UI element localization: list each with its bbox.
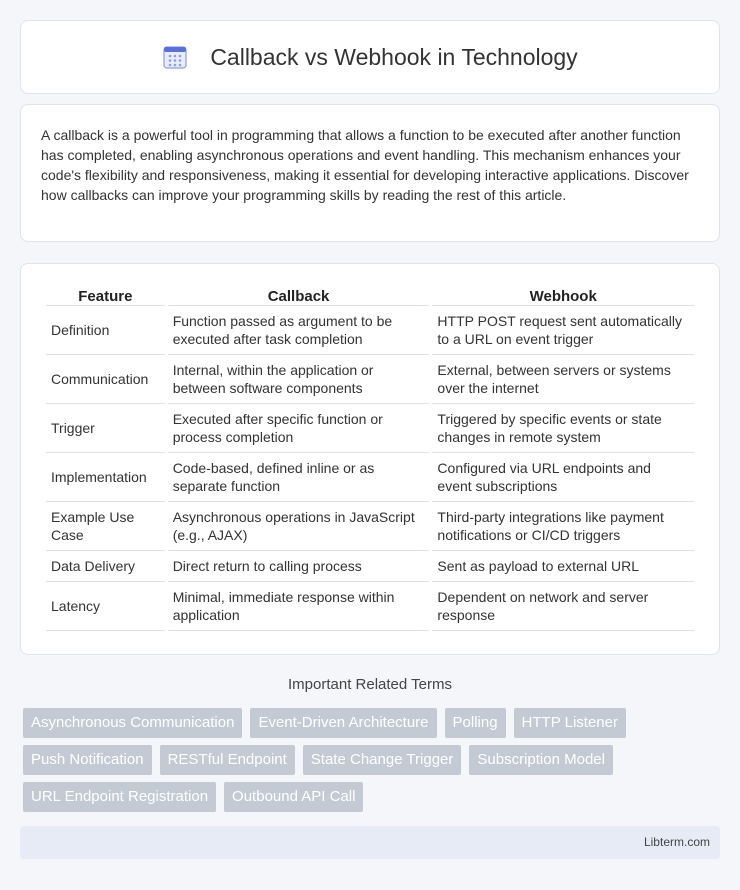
table-cell: Asynchronous operations in JavaScript (e.g., AJAX) [168,502,430,551]
related-term-tag[interactable]: Polling [445,708,506,738]
table-row [46,582,694,631]
related-term-tag[interactable]: State Change Trigger [303,745,462,775]
table-cell: Dependent on network and server response [432,582,694,631]
table-row [46,502,694,551]
related-terms-list [23,708,723,812]
header-card [20,20,720,94]
related-term-tag[interactable]: Asynchronous Communication [23,708,242,738]
comparison-table [43,284,697,631]
table-cell: Configured via URL endpoints and event subscriptions [432,453,694,502]
table-cell: Implementation [46,453,165,502]
table-cell: Minimal, immediate response within application [168,582,430,631]
table-cell: Executed after specific function or process completion [168,404,430,453]
table-row [46,306,694,355]
table-cell: Communication [46,355,165,404]
table-row [46,551,694,582]
footer-site-link[interactable]: Libterm.com [643,835,710,849]
table-cell: Data Delivery [46,551,165,582]
table-cell: External, between servers or systems over the internet [432,355,694,404]
table-cell: Sent as payload to external URL [432,551,694,582]
table-row [46,355,694,404]
related-term-tag[interactable]: Push Notification [23,745,152,775]
header-webhook: Webhook [432,284,694,306]
table-cell: Example Use Case [46,502,165,551]
table-cell: Third-party integrations like payment notifications or CI/CD triggers [432,502,694,551]
table-cell: Internal, within the application or between software components [168,355,430,404]
table-header-row [46,284,694,306]
page-title: Callback vs Webhook in Technology [210,43,578,70]
table-row [46,453,694,502]
intro-card [20,104,720,242]
related-term-tag[interactable]: URL Endpoint Registration [23,782,216,812]
table-cell: Trigger [46,404,165,453]
table-cell: Definition [46,306,165,355]
related-term-tag[interactable]: Event-Driven Architecture [250,708,436,738]
table-row [46,404,694,453]
table-cell: Code-based, defined inline or as separate function [168,453,430,502]
related-terms-title: Important Related Terms [288,676,452,693]
footer [20,826,720,859]
table-cell: Triggered by specific events or state changes in remote system [432,404,694,453]
header-callback: Callback [168,284,430,306]
table-cell: HTTP POST request sent automatically to a URL on event trigger [432,306,694,355]
intro-text: A callback is a powerful tool in programming that allows a function to be executed after another function has completed, enabling asynchronous operations and event handling. This mechanism enhances your code's flexibility and responsiveness, making it essential for developing interactive applications. Discover how callbacks can improve your programming skills by reading the rest of this article. [41,127,689,203]
related-term-tag[interactable]: RESTful Endpoint [160,745,295,775]
related-term-tag[interactable]: Subscription Model [469,745,613,775]
table-cell: Latency [46,582,165,631]
comparison-table-card [20,263,720,655]
related-term-tag[interactable]: HTTP Listener [514,708,626,738]
header-feature: Feature [46,284,165,306]
table-cell: Direct return to calling process [168,551,430,582]
table-cell: Function passed as argument to be executed after task completion [168,306,430,355]
calendar-grid-icon [162,44,188,70]
related-term-tag[interactable]: Outbound API Call [224,782,363,812]
